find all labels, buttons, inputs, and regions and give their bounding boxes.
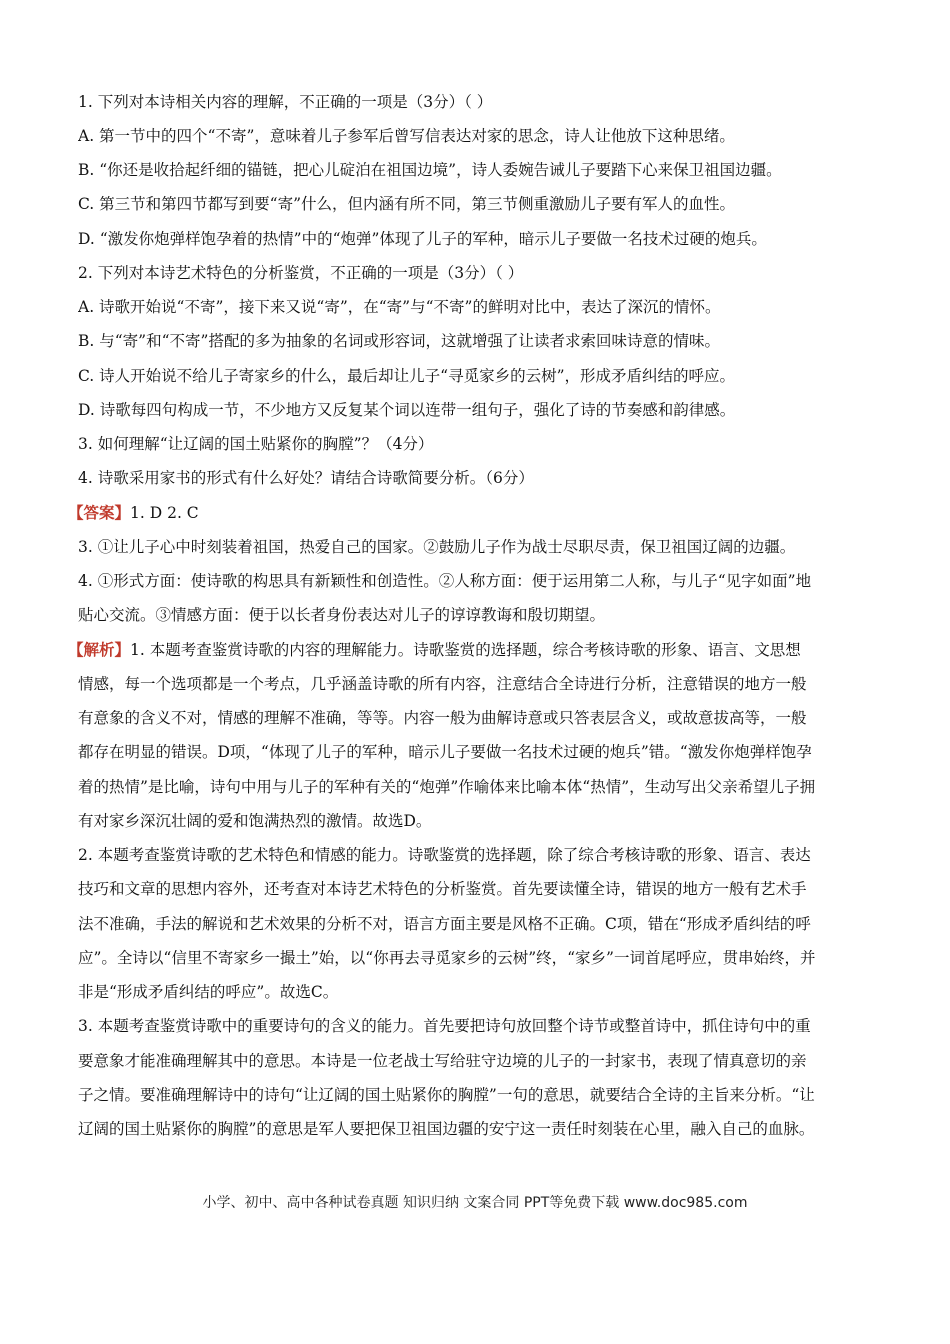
- question-1: 1. 下列对本诗相关内容的理解，不正确的一项是（3分）（ ）: [78, 93, 493, 111]
- analysis-line-13: 要意象才能准确理解其中的意思。本诗是一位老战士写给驻守边境的儿子的一封家书，表现了情真意切的亲: [78, 1052, 807, 1070]
- analysis-line-6: 有对家乡深沉壮阔的爱和饱满热烈的激情。故选D。: [78, 812, 432, 830]
- analysis-line-4: 都存在明显的错误。D项，“体现了儿子的军种，暗示儿子要做一名技术过硬的炮兵”错。“激发你炮弹样饱孕: [78, 743, 812, 761]
- analysis-line-9: 法不准确，手法的解说和艺术效果的分析不对，语言方面主要是风格不正确。C项，错在“形成矛盾纠结的呼: [78, 915, 811, 933]
- question-2-option-c: C. 诗人开始说不给儿子寄家乡的什么，最后却让儿子“寻觅家乡的云树”，形成矛盾纠结的呼应。: [78, 367, 736, 385]
- question-1-option-c: C. 第三节和第四节都写到要“寄”什么，但内涵有所不同，第三节侧重激励儿子要有军人的血性。: [78, 195, 736, 213]
- question-3: 3. 如何理解“让辽阔的国土贴紧你的胸膛”？（4分）: [78, 435, 434, 453]
- answer-choices: 1. D 2. C: [130, 504, 199, 522]
- analysis-line-8: 技巧和文章的思想内容外，还考查对本诗艺术特色的分析鉴赏。首先要读懂全诗，错误的地方一般有艺术手: [78, 880, 807, 898]
- answer-line-1: [68, 503, 874, 523]
- answer-line-4: 贴心交流。③情感方面：便于以长者身份表达对儿子的谆谆教诲和殷切期望。: [78, 606, 606, 624]
- analysis-line-11: 非是“形成矛盾纠结的呼应”。故选C。: [78, 983, 339, 1001]
- analysis-line-12: 3. 本题考查鉴赏诗歌中的重要诗句的含义的能力。首先要把诗句放回整个诗节或整首诗中，抓住诗句中的重: [78, 1017, 811, 1035]
- question-2-option-d: D. 诗歌每四句构成一节，不少地方又反复某个词以连带一组句子，强化了诗的节奏感和韵律感。: [78, 401, 736, 419]
- analysis-tag: 【解析】: [68, 640, 131, 659]
- question-4: 4. 诗歌采用家书的形式有什么好处？请结合诗歌简要分析。（6分）: [78, 469, 534, 487]
- question-2-option-b: B. 与“寄”和“不寄”搭配的多为抽象的名词或形容词，这就增强了让读者求索回味诗意的情味。: [78, 332, 720, 350]
- analysis-line-15: 辽阔的国土贴紧你的胸膛”的意思是军人要把保卫祖国边疆的安宁这一责任时刻装在心里，融入自己的血脉。: [78, 1120, 815, 1138]
- answer-tag: 【答案】: [68, 503, 131, 522]
- analysis-first: 1. 本题考查鉴赏诗歌的内容的理解能力。诗歌鉴赏的选择题，综合考核诗歌的形象、语言、文思想: [130, 641, 801, 659]
- question-2: 2. 下列对本诗艺术特色的分析鉴赏，不正确的一项是（3分）（ ）: [78, 264, 524, 282]
- analysis-line-1: [68, 640, 874, 660]
- answer-line-2: 3. ①让儿子心中时刻装着祖国，热爱自己的国家。②鼓励儿子作为战士尽职尽责，保卫祖国辽阔的边疆。: [78, 538, 796, 556]
- page-footer: 小学、初中、高中各种试卷真题 知识归纳 文案合同 PPT等免费下载 www.doc985.com: [202, 1195, 748, 1211]
- analysis-line-14: 子之情。要准确理解诗中的诗句“让辽阔的国土贴紧你的胸膛”一句的意思，就要结合全诗的主旨来分析。“让: [78, 1086, 815, 1104]
- question-1-option-b: B. “你还是收拾起纤细的锚链，把心儿碇泊在祖国边境”，诗人委婉告诫儿子要踏下心来保卫祖国边疆。: [78, 161, 782, 179]
- question-2-option-a: A. 诗歌开始说“不寄”，接下来又说“寄”，在“寄”与“不寄”的鲜明对比中，表达了深沉的情怀。: [78, 298, 721, 316]
- analysis-line-7: 2. 本题考查鉴赏诗歌的艺术特色和情感的能力。诗歌鉴赏的选择题，除了综合考核诗歌的形象、语言、表达: [78, 846, 811, 864]
- analysis-line-3: 有意象的含义不对，情感的理解不准确，等等。内容一般为曲解诗意或只答表层含义，或故意拔高等，一般: [78, 709, 807, 727]
- question-1-option-d: D. “激发你炮弹样饱孕着的热情”中的“炮弹”体现了儿子的军种，暗示儿子要做一名技术过硬的炮兵。: [78, 230, 767, 248]
- analysis-line-5: 着的热情”是比喻，诗句中用与儿子的军种有关的“炮弹”作喻体来比喻本体“热情”，生动写出父亲希望儿子拥: [78, 778, 816, 796]
- analysis-line-2: 情感，每一个选项都是一个考点，几乎涵盖诗歌的所有内容，注意结合全诗进行分析，注意错误的地方一般: [78, 675, 807, 693]
- analysis-line-10: 应”。全诗以“信里不寄家乡一撮土”始，以“你再去寻觅家乡的云树”终，“家乡”一词首尾呼应，贯串始终，并: [78, 949, 816, 967]
- answer-line-3: 4. ①形式方面：使诗歌的构思具有新颖性和创造性。②人称方面：便于运用第二人称，与儿子“见字如面”地: [78, 572, 812, 590]
- question-1-option-a: A. 第一节中的四个“不寄”，意味着儿子参军后曾写信表达对家的思念，诗人让他放下这种思绪。: [78, 127, 735, 145]
